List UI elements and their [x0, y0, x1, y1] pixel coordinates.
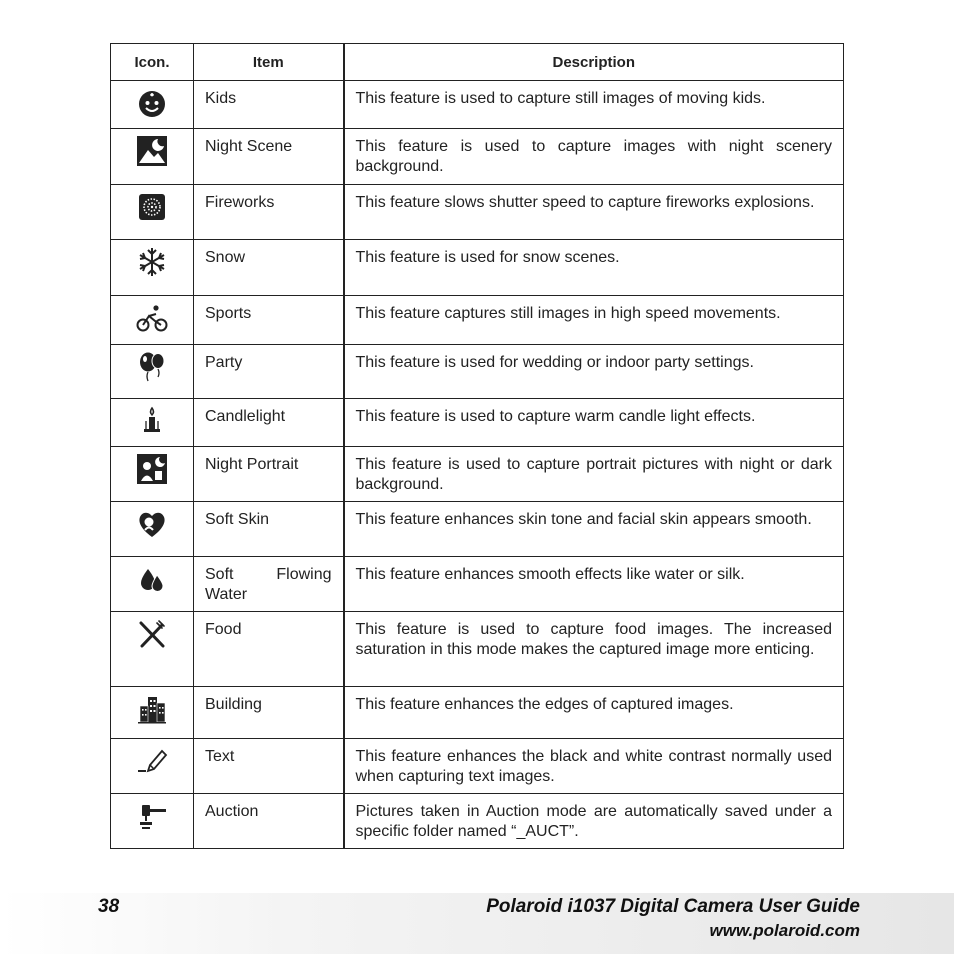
table-row — [111, 185, 844, 240]
table-row — [111, 612, 844, 687]
table-row — [111, 502, 844, 557]
item-description: This feature captures still images in high speed movements. — [344, 296, 844, 345]
item-description: This feature is used to capture images with night scenery background. — [344, 129, 844, 185]
item-label: Candlelight — [194, 399, 344, 447]
table-row — [111, 345, 844, 399]
item-label: Snow — [194, 240, 344, 296]
item-description: Pictures taken in Auction mode are automatically saved under a specific folder named “_AUCT”. — [344, 794, 844, 849]
soft-skin-icon — [136, 508, 168, 540]
table-header-row — [111, 44, 844, 81]
auction-gavel-icon — [136, 800, 168, 832]
table-row — [111, 399, 844, 447]
scene-mode-table — [110, 43, 844, 849]
balloons-icon — [136, 351, 168, 383]
item-label: Fireworks — [194, 185, 344, 240]
item-label: Night Portrait — [194, 447, 344, 502]
kids-face-icon — [136, 87, 168, 119]
building-icon — [136, 693, 168, 725]
pen-icon — [136, 745, 168, 777]
table-row — [111, 557, 844, 612]
item-label: Sports — [194, 296, 344, 345]
item-label: Night Scene — [194, 129, 344, 185]
item-description: This feature is used for snow scenes. — [344, 240, 844, 296]
table-row — [111, 240, 844, 296]
header-item: Item — [194, 44, 344, 81]
candle-icon — [136, 405, 168, 437]
table-row — [111, 739, 844, 794]
item-description: This feature is used to capture warm candle light effects. — [344, 399, 844, 447]
item-label: Auction — [194, 794, 344, 849]
item-description: This feature is used to capture still images of moving kids. — [344, 81, 844, 129]
item-description: This feature is used to capture food images. The increased saturation in this mode makes the captured image more enticing. — [344, 612, 844, 687]
snowflake-icon — [136, 246, 168, 278]
item-description: This feature enhances skin tone and facial skin appears smooth. — [344, 502, 844, 557]
night-portrait-icon — [136, 453, 168, 485]
fork-knife-icon — [136, 618, 168, 650]
item-description: This feature is used to capture portrait pictures with night or dark background. — [344, 447, 844, 502]
header-description: Description — [344, 44, 844, 81]
fireworks-icon — [136, 191, 168, 223]
table-row — [111, 296, 844, 345]
item-description: This feature enhances smooth effects like water or silk. — [344, 557, 844, 612]
guide-title: Polaroid i1037 Digital Camera User Guide — [486, 896, 860, 917]
table-row — [111, 794, 844, 849]
table-row — [111, 447, 844, 502]
item-description: This feature slows shutter speed to capture fireworks explosions. — [344, 185, 844, 240]
website-url[interactable]: www.polaroid.com — [709, 921, 860, 940]
table-row — [111, 129, 844, 185]
item-label: Kids — [194, 81, 344, 129]
item-label: Food — [194, 612, 344, 687]
table-row — [111, 687, 844, 739]
night-scene-icon — [136, 135, 168, 167]
page-number: 38 — [98, 896, 120, 917]
cyclist-icon — [136, 302, 168, 334]
item-label: Building — [194, 687, 344, 739]
item-label: Party — [194, 345, 344, 399]
item-label: Soft Flowing Water — [194, 557, 344, 612]
item-description: This feature enhances the edges of captured images. — [344, 687, 844, 739]
item-description: This feature is used for wedding or indoor party settings. — [344, 345, 844, 399]
item-label: Text — [194, 739, 344, 794]
table-row — [111, 81, 844, 129]
water-drops-icon — [136, 563, 168, 595]
header-icon: Icon. — [111, 44, 194, 81]
item-label: Soft Skin — [194, 502, 344, 557]
item-description: This feature enhances the black and white contrast normally used when capturing text images. — [344, 739, 844, 794]
